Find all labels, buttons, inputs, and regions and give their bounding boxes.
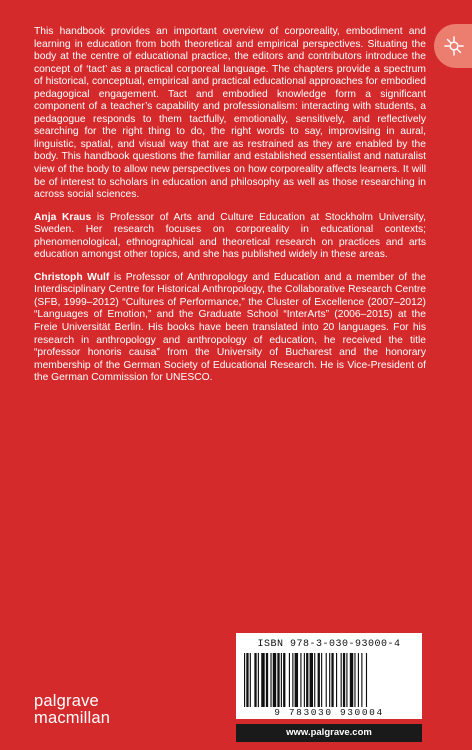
barcode-bar	[270, 653, 271, 707]
barcode-bar	[350, 653, 353, 707]
barcode-bar	[326, 653, 327, 707]
barcode-bar	[341, 653, 342, 707]
author-bio-kraus	[34, 212, 426, 262]
barcode-bar	[283, 653, 285, 707]
author-bio-wulf	[34, 272, 426, 385]
logo-line-2: macmillan	[34, 709, 111, 727]
barcode-bar	[258, 653, 259, 707]
barcode-bar	[246, 653, 248, 707]
barcode-bar	[366, 653, 367, 707]
palgrave-macmillan-logo	[34, 693, 110, 727]
author-bio-text: is Professor of Arts and Culture Education at Stockholm University, Sweden. Her research focuses on corporeality in educational contexts; phenomenological, ethnographical and theoretical research on practices and arts education amongst other topics, and she has published widely in these areas.	[34, 211, 426, 261]
barcode-digits: 9 783030 930004	[274, 707, 384, 718]
barcode-bar	[254, 653, 256, 707]
barcode-bar	[358, 653, 359, 707]
barcode-bar	[331, 653, 333, 707]
springer-horse-icon	[443, 35, 465, 57]
barcode-bar	[250, 653, 251, 707]
author-bio-text: is Professor of Anthropology and Education and a member of the Interdisciplinary Centre for Historical Anthropology, the Collaborative Research Centre (SFB, 1999–2012) “Cultures of Performance,” the Cluster of Excellence (2007–2012) “Languages of Emotion,” and the Graduate School “InterArts” (2006–2015) at the Freie Universität Berlin. His books have been translated into 20 languages. For his research in anthropology and anthropology of education, he received the title “professor honoris causa” from the University of Bucharest and the honorary membership of the German Society of Educational Research. He is Vice-President of the German Commission for UNESCO.	[34, 271, 427, 384]
barcode-bar	[318, 653, 320, 707]
barcode-bar	[306, 653, 308, 707]
barcode-bar	[244, 653, 245, 707]
barcode-bar	[321, 653, 322, 707]
isbn-label: ISBN 978-3-030-93000-4	[257, 639, 401, 650]
barcode-bar	[310, 653, 313, 707]
barcode-bar	[361, 653, 362, 707]
barcode-bar	[292, 653, 293, 707]
barcode-bars	[242, 653, 416, 707]
back-cover-text	[34, 26, 426, 395]
barcode-bar	[314, 653, 315, 707]
barcode-bar	[304, 653, 305, 707]
logo-line-1: palgrave	[34, 692, 99, 710]
barcode-bar	[281, 653, 282, 707]
barcode-bar	[329, 653, 330, 707]
barcode-bar	[336, 653, 337, 707]
barcode-bar	[277, 653, 279, 707]
author-name: Anja Kraus	[34, 211, 92, 223]
publisher-badge	[434, 24, 472, 68]
description-paragraph: This handbook provides an important overview of corporeality, embodiment and learning in education from both theoretical and empirical perspectives. Situating the body at the centre of educational practice, the editors and contributors introduce the concept of ‘tact’ as a practical corporeal language. The chapters provide a spectrum of historical, conceptual, empirical and practical educational approaches for embodied pedagogical engagement. Tact and embodied knowledge form a significant component of a teacher’s capability and professionalism: interacting with students, a pedagogue responds to them tactfully, emotionally, sensitively, and reflectively searching for the right thing to do, the right words to say, improvising in aural, linguistic, spatial, and visual way that are as restrained as they are enabled by the body. This handbook questions the familiar and established essentialist and naturalist view of the body to allow new perspectives on how corporeality affects learners. It will be of interest to scholars in education and philosophy as well as those researching in across social sciences.	[34, 26, 426, 201]
publisher-website: www.palgrave.com	[236, 724, 422, 742]
barcode-bar	[343, 653, 345, 707]
barcode-bar	[300, 653, 301, 707]
author-name: Christoph Wulf	[34, 271, 110, 283]
barcode-bar	[273, 653, 276, 707]
barcode-bar	[354, 653, 355, 707]
isbn-barcode	[236, 633, 422, 719]
barcode-bar	[261, 653, 264, 707]
barcode-bar	[346, 653, 347, 707]
barcode-bar	[295, 653, 298, 707]
barcode-bar	[289, 653, 290, 707]
barcode-bar	[266, 653, 268, 707]
